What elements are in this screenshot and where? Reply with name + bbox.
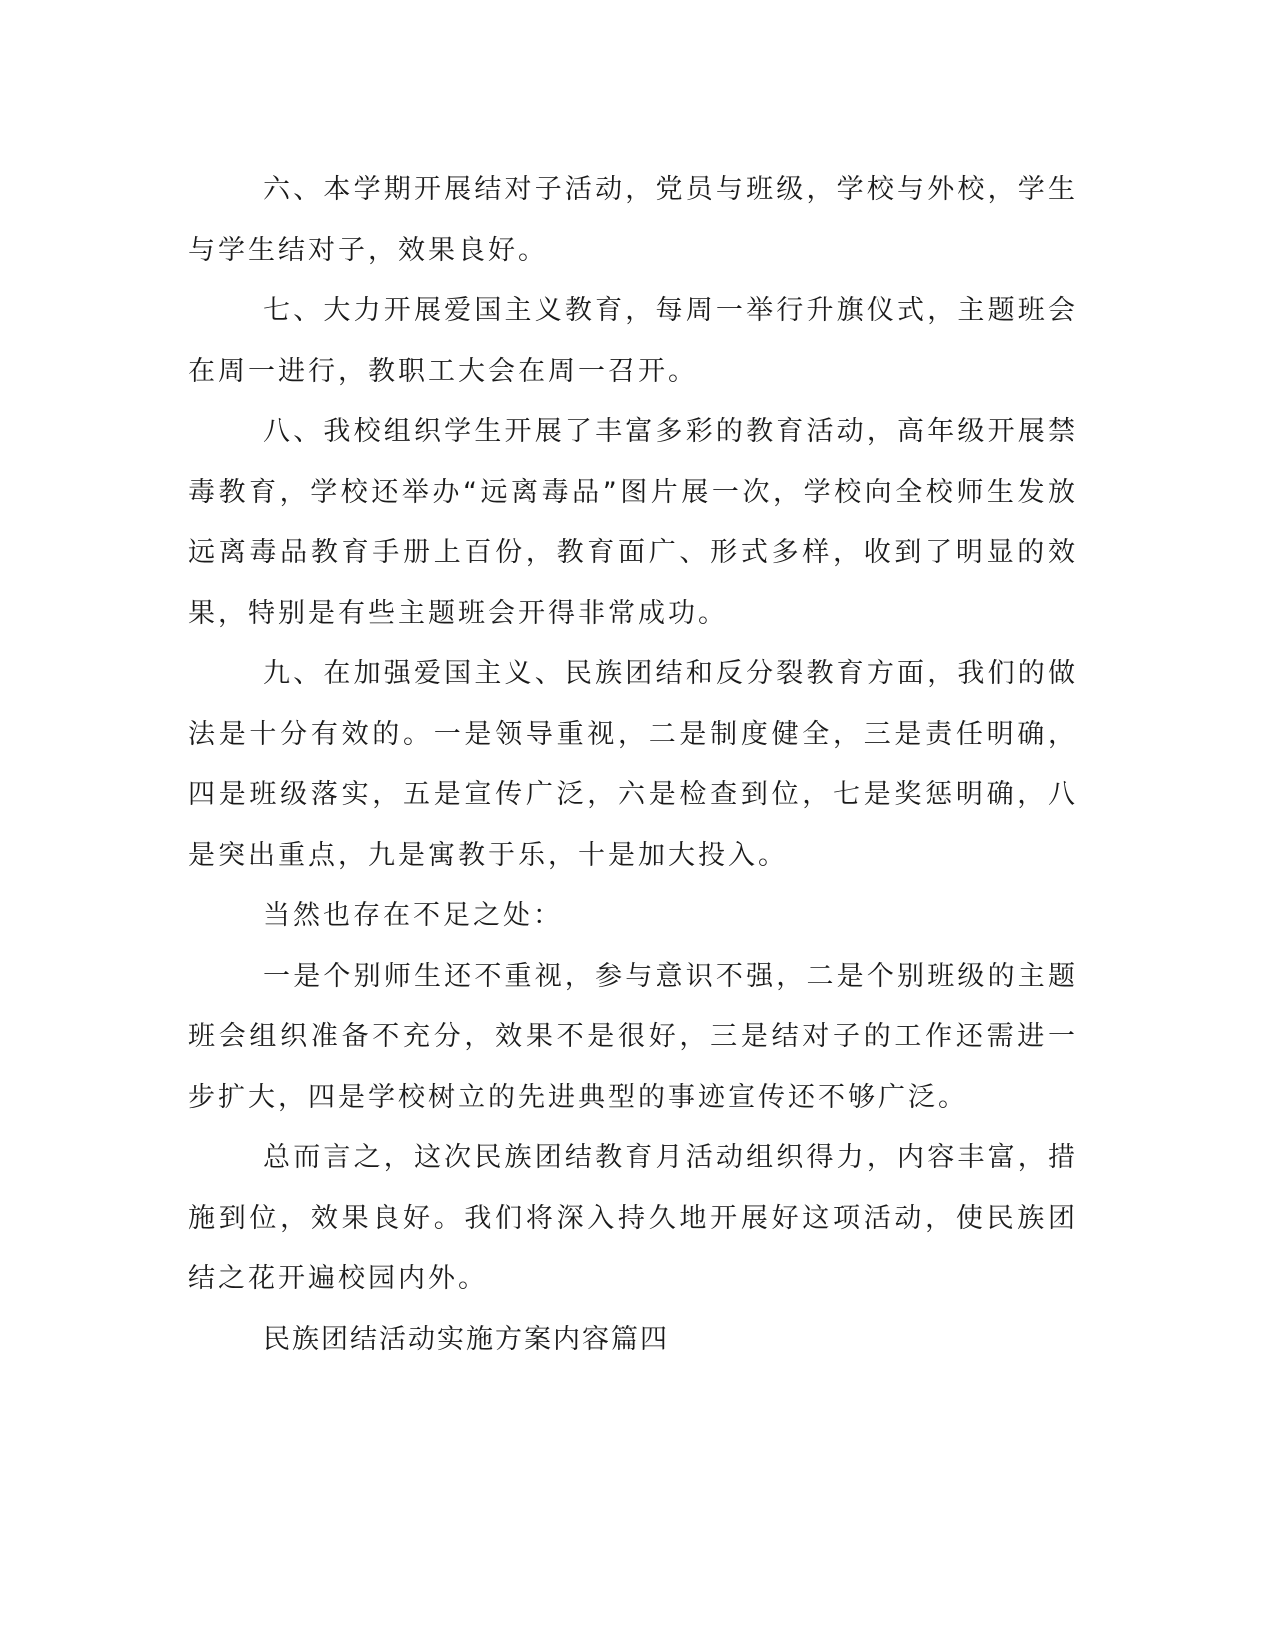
paragraph-shortcomings-list: 一是个别师生还不重视，参与意识不强，二是个别班级的主题班会组织准备不充分，效果不是很好，三是结对子的工作还需进一步扩大，四是学校树立的先进典型的事迹宣传还不够广泛。 bbox=[188, 960, 1078, 1113]
paragraph-six: 六、本学期开展结对子活动，党员与班级，学校与外校，学生与学生结对子，效果良好。 bbox=[188, 174, 1078, 266]
paragraph-seven: 七、大力开展爱国主义教育，每周一举行升旗仪式，主题班会在周一进行，教职工大会在周一召开。 bbox=[188, 295, 1078, 387]
paragraph-nine: 九、在加强爱国主义、民族团结和反分裂教育方面，我们的做法是十分有效的。一是领导重视，二是制度健全，三是责任明确，四是班级落实，五是宣传广泛，六是检查到位，七是奖惩明确，八是突出重点，九是寓教于乐，十是加大投入。 bbox=[188, 658, 1078, 871]
paragraph-conclusion: 总而言之，这次民族团结教育月活动组织得力，内容丰富，措施到位，效果良好。我们将深入持久地开展好这项活动，使民族团结之花开遍校园内外。 bbox=[188, 1142, 1078, 1294]
document-body bbox=[188, 160, 1078, 1370]
section-heading: 民族团结活动实施方案内容篇四 bbox=[263, 1323, 669, 1355]
paragraph-eight: 八、我校组织学生开展了丰富多彩的教育活动，高年级开展禁毒教育，学校还举办“远离毒品”图片展一次，学校向全校师生发放远离毒品教育手册上百份，教育面广、形式多样，收到了明显的效果，特别是有些主题班会开得非常成功。 bbox=[188, 416, 1078, 629]
paragraph-shortcomings-intro: 当然也存在不足之处： bbox=[263, 900, 563, 931]
